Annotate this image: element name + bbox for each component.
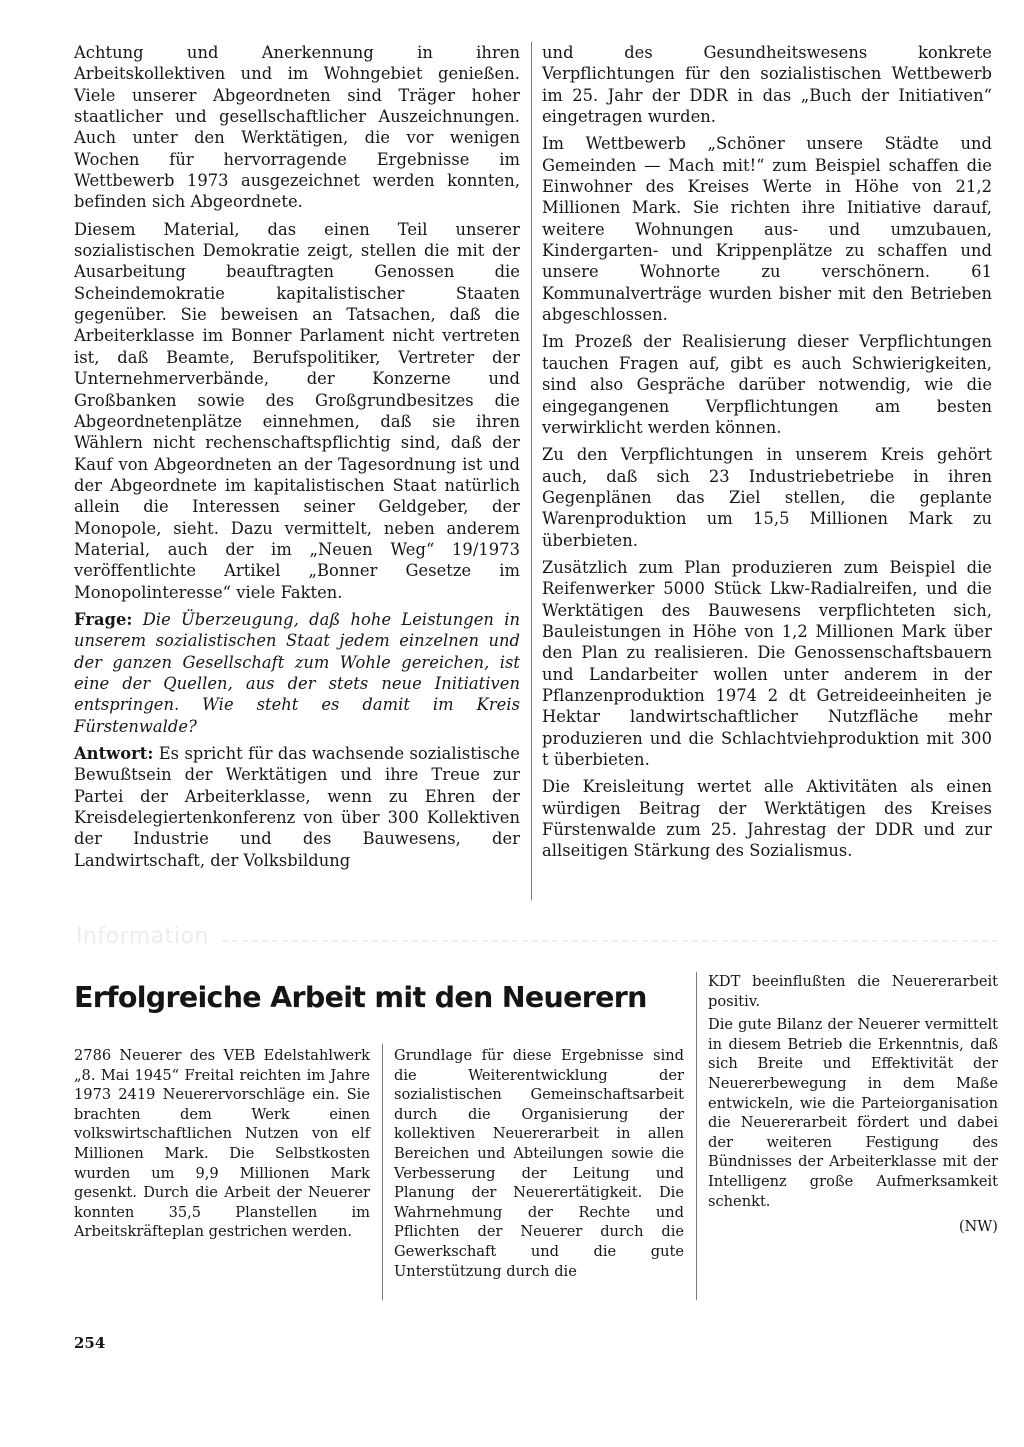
paragraph: Diesem Material, das einen Teil unserer sozialistischen Demokratie zeigt, stellen die mit der Ausarbeitung beauftragten Genossen die Scheindemokratie kapitalistischer Staaten gegenüber. Sie beweisen an Tatsachen, daß die Arbeiterklasse im Bonner Parlament nicht vertreten ist, daß Beamte, Berufspolitiker, Vertreter der Unternehmerverbände, der Konzerne und Großbanken sowie des Großgrundbesitzes die Abgeordnetenplätze einnehmen, daß sie ihren Wählern nicht rechenschaftspflichtig sind, daß der Kauf von Abgeordneten an der Tagesordnung ist und der Abgeordnete im kapitalistischen Staat natürlich allein die Interessen seiner Geldgeber, der Monopole, sieht. Dazu vermittelt, neben anderem Material, auch der im „Neuen Weg“ 19/1973 veröffentlichte Artikel „Bonner Gesetze im Monopolinteresse“ viele Fakten. <box>74 219 520 602</box>
section-label: Information <box>76 924 209 949</box>
column-divider <box>531 42 532 900</box>
question-label: Frage: <box>74 609 133 629</box>
article-column-1 <box>74 1046 370 1246</box>
article-column-2 <box>394 1046 684 1285</box>
answer-text: Es spricht für das wachsende sozialistische Bewußtsein der Werktätigen und ihre Treue zur Partei der Arbeiterklasse, wenn zu Ehren der Kreisdelegiertenkonferenz von über 300 Kollektiven der Industrie und des Bauwesens, der Landwirtschaft, der Volksbildung <box>74 744 520 870</box>
page-number: 254 <box>74 1334 106 1352</box>
paragraph: Zu den Verpflichtungen in unserem Kreis gehört auch, daß sich 23 Industriebetriebe in ihren Gegenplänen das Ziel stellen, die geplante Warenproduktion um 15,5 Millionen Mark zu überbieten. <box>542 445 992 550</box>
article-column-3 <box>708 972 998 1237</box>
column-divider <box>382 1044 383 1300</box>
answer-paragraph <box>74 743 520 871</box>
paragraph: Die gute Bilanz der Neuerer vermittelt in diesem Betrieb die Erkenntnis, daß sich Breite und Effektivität der Neuererbewegung in dem Maße entwickeln, wie die Parteiorganisation die Neuererarbeit fördert und dabei der weiteren Festigung des Bündnisses der Arbeiterklasse mit der Intelligenz große Aufmerksamkeit schenkt. <box>708 1016 998 1210</box>
top-right-column <box>542 42 992 868</box>
paragraph: Im Prozeß der Realisierung dieser Verpflichtungen tauchen Fragen auf, gibt es auch Schwierigkeiten, sind also Gespräche darüber notwendig, wie die eingegangenen Verpflichtungen am besten verwirklicht werden können. <box>542 332 992 437</box>
column-divider <box>696 972 697 1300</box>
paragraph: 2786 Neuerer des VEB Edelstahlwerk „8. Mai 1945“ Freital reichten im Jahre 1973 2419 Neuerervorschläge ein. Sie brachten dem Werk einen volkswirtschaftlichen Nutzen von elf Millionen Mark. Die Selbstkosten wurden um 9,9 Millionen Mark gesenkt. Durch die Arbeit der Neuerer konnten 35,5 Planstellen im Arbeitskräfteplan gestrichen werden. <box>74 1047 370 1241</box>
article-headline: Erfolgreiche Arbeit mit den Neuerern <box>74 981 647 1014</box>
paragraph: Grundlage für diese Ergebnisse sind die Weiterentwicklung der sozialistischen Gemeinschaftsarbeit durch die Organisierung der kollektiven Neuererarbeit in allen Bereichen und Abteilungen sowie die Verbesserung der Leitung und Planung der Neuerertätigkeit. Die Wahrnehmung der Rechte und Pflichten der Neuerer durch die Gewerkschaft und die gute Unterstützung durch die <box>394 1047 684 1280</box>
question-text: Die Überzeugung, daß hohe Leistungen in unserem sozialistischen Staat jedem einzelnen und der ganzen Gesellschaft zum Wohle gereichen, ist eine der Quellen, aus der stets neue Initiativen entspringen. Wie steht es damit im Kreis Fürstenwalde? <box>74 609 520 736</box>
author-signature: (NW) <box>958 1218 998 1236</box>
top-left-column <box>74 42 520 877</box>
paragraph: Im Wettbewerb „Schöner unsere Städte und Gemeinden — Mach mit!“ zum Beispiel schaffen die Einwohner des Kreises Werte in Höhe von 21,2 Millionen Mark. Sie richten ihre Initiative darauf, weitere Wohnungen aus- und umzubauen, Kindergarten- und Krippenplätze zu schaffen und unsere Wohnorte zu verschönern. 61 Kommunalverträge wurden bisher mit den Betrieben abgeschlossen. <box>542 134 992 325</box>
paragraph: und des Gesundheitswesens konkrete Verpflichtungen für den sozialistischen Wettbewerb im 25. Jahr der DDR in das „Buch der Initiativen“ eingetragen wurden. <box>542 43 992 127</box>
section-divider <box>222 940 998 942</box>
paragraph: Achtung und Anerkennung in ihren Arbeitskollektiven und im Wohngebiet genießen. Viele unserer Abgeordneten sind Träger hoher staatlicher und gesellschaftlicher Auszeichnungen. Auch unter den Werktätigen, die vor wenigen Wochen für hervorragende Ergebnisse im Wettbewerb 1973 ausgezeichnet werden konnten, befinden sich Abgeordnete. <box>74 43 520 212</box>
paragraph: Zusätzlich zum Plan produzieren zum Beispiel die Reifenwerker 5000 Stück Lkw-Radialreifen, und die Werktätigen des Bauwesens verpflichteten sich, Bauleistungen in Höhe von 1,2 Millionen Mark über den Plan zu realisieren. Die Genossenschaftsbauern und Landarbeiter wollen unter anderem in der Pflanzenproduktion 1974 2 dt Getreideeinheiten je Hektar landwirtschaftlicher Nutzfläche mehr produzieren und die Schlachtviehproduktion mit 300 t überbieten. <box>542 557 992 769</box>
answer-label: Antwort: <box>74 744 154 763</box>
question-paragraph <box>74 609 520 737</box>
paragraph: KDT beeinflußten die Neuererarbeit positiv. <box>708 973 998 1010</box>
paragraph: Die Kreisleitung wertet alle Aktivitäten als einen würdigen Beitrag der Werktätigen des Kreises Fürstenwalde zum 25. Jahrestag der DDR und zur allseitigen Stärkung des Sozialismus. <box>542 777 992 861</box>
